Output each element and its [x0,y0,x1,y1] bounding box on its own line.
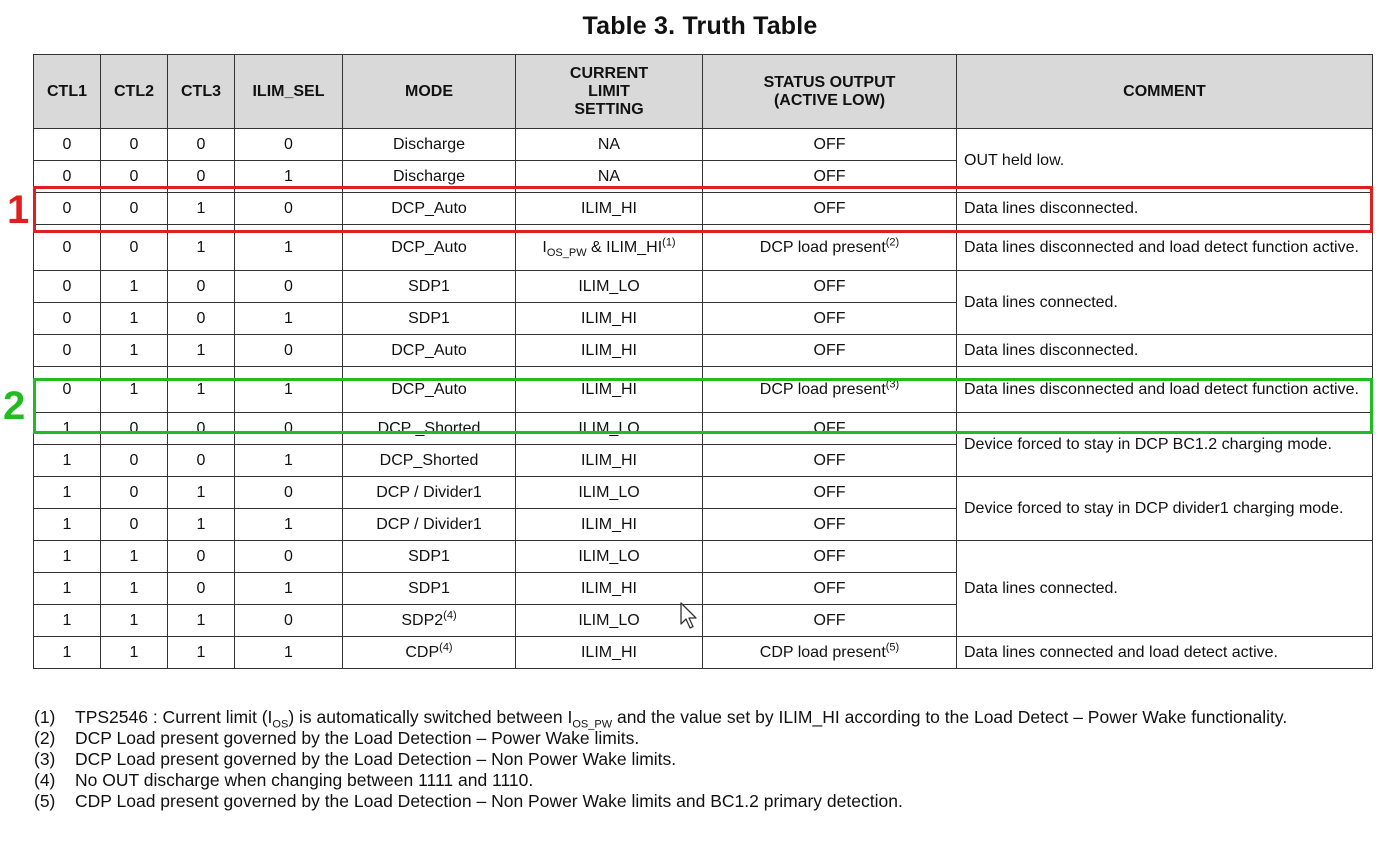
footnote [34,707,1374,731]
header-status-line: (ACTIVE LOW) [773,91,886,109]
cell-ctl3-text: 0 [196,277,206,295]
cell-ctl1-text: 0 [62,341,72,359]
mode-text: CDP [405,643,440,661]
cell-ctl1 [34,445,101,477]
cell-ctl3-text: 1 [196,341,206,359]
table-row [34,637,1373,669]
cell-ctl2-text: 1 [129,380,139,398]
cell-ctl3 [168,541,235,573]
highlight-marker-2: 2 [3,384,26,428]
cell-ctl2-text: 1 [129,611,139,629]
cell-ctl2 [101,637,168,669]
footnotes [34,707,1374,812]
cell-comment [957,477,1373,541]
cell-ctl3-text: 0 [196,419,206,437]
cell-current-limit [516,637,703,669]
cell-ctl1-text: 1 [62,643,72,661]
status-output-text: DCP load present [759,380,886,398]
cell-ctl1-text: 1 [62,611,72,629]
table-row [34,335,1373,367]
cell-ctl3-text: 0 [196,547,206,565]
cell-ctl1 [34,477,101,509]
current-limit-text: ILIM_LO [578,277,640,295]
current-limit-text: NA [597,135,621,153]
cell-current-limit [516,541,703,573]
footnote-subscript: OS_PW [572,718,613,731]
cell-ctl2 [101,605,168,637]
cell-ctl1-text: 1 [62,579,72,597]
footnote-text [75,749,1374,770]
cell-comment [957,541,1373,637]
footnote-number: (1) [34,707,56,727]
cell-ilim-sel [235,573,343,605]
cell-ilim-sel-text: 0 [284,483,293,501]
current-limit-subscript: OS_PW [546,246,587,259]
status-output-text: OFF [813,547,846,565]
status-output-text: OFF [813,611,846,629]
footnote-text [75,728,1374,749]
cell-ctl1-text: 0 [62,277,72,295]
cell-status-output [703,445,957,477]
cell-ctl3 [168,303,235,335]
cell-ilim-sel-text: 0 [284,199,293,217]
cell-ctl1 [34,573,101,605]
cell-status-output [703,509,957,541]
cell-ctl3 [168,477,235,509]
current-limit-text: ILIM_LO [578,611,640,629]
highlight-box-2 [33,378,1373,434]
comment-text: Data lines disconnected and load detect function active. [964,381,1359,398]
footnote-number: (3) [34,749,56,769]
cell-ilim-sel-text: 1 [284,643,293,661]
cell-current-limit [516,445,703,477]
cell-ctl2-text: 0 [129,483,139,501]
cell-ctl2 [101,303,168,335]
cell-ctl3 [168,509,235,541]
cell-current-limit [516,129,703,161]
footnote-number: (2) [34,728,56,748]
comment-text: Data lines connected. [964,294,1118,311]
mode-text: DCP_Shorted [379,451,479,469]
cell-ctl1-text: 0 [62,167,72,185]
footnote-text-part: ) is automatically switched between I [288,707,573,727]
cell-ilim-sel [235,445,343,477]
cell-ctl1 [34,303,101,335]
mode-text: DCP_Auto [391,341,467,359]
header-mode: MODE [343,55,516,129]
cell-ilim-sel-text: 1 [284,167,293,185]
header-current-limit-line: LIMIT [588,82,630,100]
footnote-text-part: DCP Load present governed by the Load Detection – Power Wake limits. [75,728,640,748]
cell-ilim-sel [235,541,343,573]
cell-ctl3 [168,335,235,367]
cell-mode [343,271,516,303]
header-current-limit [516,55,703,129]
cell-ctl3-text: 1 [196,611,206,629]
cell-ilim-sel-text: 0 [284,341,293,359]
footnote-text [75,770,1374,791]
footnote [34,749,1374,770]
comment-text: Data lines disconnected. [964,342,1139,359]
footnote [34,770,1374,791]
cell-ctl3-text: 1 [196,643,206,661]
cell-ctl3-text: 1 [196,483,206,501]
cell-comment [957,335,1373,367]
cell-ilim-sel [235,477,343,509]
table-row [34,477,1373,509]
cell-current-limit [516,573,703,605]
cell-ilim-sel-text: 1 [284,515,293,533]
status-output-text: DCP load present [759,238,886,256]
comment-text: Data lines disconnected. [964,200,1139,217]
cell-status-output [703,605,957,637]
cell-ctl3 [168,271,235,303]
cell-ctl1 [34,509,101,541]
cell-ctl3-text: 0 [196,309,206,327]
cell-ctl2 [101,573,168,605]
cell-ctl2-text: 0 [129,515,139,533]
cell-ctl3-text: 1 [196,238,206,256]
cell-ilim-sel-text: 1 [284,579,293,597]
cell-ctl3-text: 1 [196,199,206,217]
table-row [34,271,1373,303]
cell-ctl1 [34,335,101,367]
status-output-text: OFF [813,167,846,185]
cell-ctl2-text: 1 [129,277,139,295]
cell-current-limit [516,477,703,509]
cell-ctl3-text: 1 [196,515,206,533]
status-output-text: OFF [813,451,846,469]
comment-text: Data lines disconnected and load detect function active. [964,239,1359,256]
cell-ctl3-text: 1 [196,380,206,398]
mode-text: Discharge [392,167,466,185]
mode-footnote-ref: (4) [443,609,457,622]
cell-status-output [703,541,957,573]
cell-status-output [703,303,957,335]
table-row [34,129,1373,161]
cell-ctl2-text: 1 [129,341,139,359]
cell-ctl2 [101,129,168,161]
comment-text: Device forced to stay in DCP divider1 charging mode. [964,500,1344,517]
cell-ctl2 [101,335,168,367]
truth-table [33,54,1373,669]
highlight-box-1 [33,186,1373,233]
cell-ctl1 [34,637,101,669]
mode-text: Discharge [392,135,466,153]
footnote-text-part: TPS2546 : Current limit (I [75,707,273,727]
cell-ilim-sel-text: 0 [284,547,293,565]
cell-ctl1-text: 1 [62,483,72,501]
cell-ctl2 [101,509,168,541]
status-output-text: OFF [813,199,846,217]
status-output-text: OFF [813,483,846,501]
table-row [34,541,1373,573]
header-status-output [703,55,957,129]
mode-text: DCP / Divider1 [376,483,482,501]
cell-ctl1-text: 1 [62,419,72,437]
current-limit-text: ILIM_LO [578,547,640,565]
cell-ilim-sel [235,335,343,367]
cell-ctl1-text: 1 [62,451,72,469]
header-current-limit-line: CURRENT [569,64,649,82]
cell-ctl2-text: 0 [129,199,139,217]
current-limit-text: & ILIM_HI [586,238,663,256]
cell-ilim-sel-text: 0 [284,611,293,629]
cell-ctl3 [168,129,235,161]
cell-status-output [703,477,957,509]
cell-status-output [703,335,957,367]
cell-ilim-sel-text: 0 [284,419,293,437]
cell-ctl2-text: 0 [129,419,139,437]
mode-text: DCP / Divider1 [376,515,482,533]
footnote [34,728,1374,749]
header-ctl1: CTL1 [34,55,101,129]
current-limit-text: ILIM_LO [578,419,640,437]
footnote-text-part: DCP Load present governed by the Load Detection – Non Power Wake limits. [75,749,677,769]
cell-ctl2-text: 1 [129,547,139,565]
mode-text: SDP1 [408,277,450,295]
cell-ctl3-text: 0 [196,135,206,153]
cell-mode [343,129,516,161]
highlight-marker-1: 1 [7,188,30,232]
cell-ctl1-text: 1 [62,515,72,533]
comment-text: OUT held low. [964,152,1065,169]
cell-mode [343,605,516,637]
current-limit-text: ILIM_HI [580,643,637,661]
cell-ctl2-text: 0 [129,451,139,469]
status-output-text: OFF [813,277,846,295]
cell-ctl1 [34,271,101,303]
cell-ctl2 [101,477,168,509]
current-limit-text: ILIM_LO [578,483,640,501]
current-limit-text: NA [597,167,621,185]
cell-ctl3-text: 0 [196,451,206,469]
header-comment: COMMENT [957,55,1373,129]
cell-ctl3 [168,445,235,477]
cell-ctl3-text: 0 [196,167,206,185]
table-header-row [34,55,1373,129]
cell-ctl1 [34,541,101,573]
status-output-footnote-ref: (3) [885,378,900,391]
status-output-text: OFF [813,579,846,597]
cell-mode [343,303,516,335]
current-limit-footnote-ref: (1) [662,236,676,249]
cell-ilim-sel [235,271,343,303]
cell-current-limit [516,303,703,335]
cell-ctl2 [101,271,168,303]
mode-text: SDP1 [408,547,450,565]
header-current-limit-line: SETTING [574,100,644,118]
footnote-text [75,707,1374,731]
current-limit-text: ILIM_HI [580,380,637,398]
comment-text: Device forced to stay in DCP BC1.2 charging mode. [964,436,1332,453]
cell-ctl2-text: 1 [129,643,139,661]
cell-comment [957,271,1373,335]
mode-text: DCP _Shorted [377,419,481,437]
cell-mode [343,541,516,573]
cell-current-limit [516,509,703,541]
cell-ctl2-text: 1 [129,579,139,597]
current-limit-text: ILIM_HI [580,579,637,597]
cell-current-limit [516,335,703,367]
status-output-text: OFF [813,341,846,359]
status-output-text: OFF [813,515,846,533]
cell-status-output [703,129,957,161]
footnote-number: (4) [34,770,56,790]
cell-ctl1-text: 0 [62,238,72,256]
current-limit-text: ILIM_HI [580,341,637,359]
mode-text: SDP1 [408,309,450,327]
mode-footnote-ref: (4) [439,641,453,654]
footnote-text-part: No OUT discharge when changing between 1111 and 1110. [75,770,534,790]
comment-text: Data lines connected and load detect active. [964,644,1278,661]
table-title: Table 3. Truth Table [582,12,818,40]
mode-text: DCP_Auto [391,199,467,217]
cell-ilim-sel [235,605,343,637]
cell-comment [957,637,1373,669]
cell-status-output [703,573,957,605]
header-status-line: STATUS OUTPUT [763,73,896,91]
status-output-text: CDP load present [759,643,886,661]
mode-text: SDP2 [401,611,444,629]
cell-ctl2-text: 0 [129,167,139,185]
status-output-text: OFF [813,309,846,327]
header-ctl2: CTL2 [101,55,168,129]
cell-comment [957,129,1373,193]
cell-ctl1-text: 0 [62,309,72,327]
cell-ctl2 [101,541,168,573]
status-output-text: OFF [813,419,846,437]
cell-ctl2-text: 0 [129,238,139,256]
cell-ctl1 [34,129,101,161]
cell-mode [343,335,516,367]
cell-status-output [703,271,957,303]
cell-ctl1 [34,605,101,637]
cell-mode [343,445,516,477]
cell-ilim-sel-text: 0 [284,277,293,295]
cell-ctl3-text: 0 [196,579,206,597]
footnote-number: (5) [34,791,56,811]
current-limit-text: I [542,238,547,256]
cell-ctl2 [101,445,168,477]
cell-ilim-sel [235,129,343,161]
cell-mode [343,477,516,509]
cell-ilim-sel-text: 1 [284,451,293,469]
cell-ilim-sel [235,637,343,669]
cell-ctl1-text: 0 [62,380,72,398]
cell-ilim-sel-text: 1 [284,238,293,256]
status-output-text: OFF [813,135,846,153]
mode-text: SDP1 [408,579,450,597]
mode-text: DCP_Auto [391,380,467,398]
cell-ctl2-text: 1 [129,309,139,327]
footnote-text-part: CDP Load present governed by the Load Detection – Non Power Wake limits and BC1.2 primary detection. [75,791,903,811]
cell-mode [343,637,516,669]
footnote [34,791,1374,812]
cell-ctl3 [168,573,235,605]
cell-ilim-sel [235,303,343,335]
cell-ilim-sel-text: 1 [284,380,293,398]
comment-text: Data lines connected. [964,580,1118,597]
cell-ctl1-text: 1 [62,547,72,565]
cell-ctl3 [168,637,235,669]
cell-mode [343,573,516,605]
footnote-subscript: OS [272,718,289,731]
current-limit-text: ILIM_HI [580,199,637,217]
status-output-footnote-ref: (5) [885,641,900,654]
cell-ctl3 [168,605,235,637]
cell-ilim-sel-text: 1 [284,309,293,327]
cell-ilim-sel [235,509,343,541]
cell-current-limit [516,271,703,303]
status-output-footnote-ref: (2) [885,236,900,249]
cell-ctl1-text: 0 [62,135,72,153]
current-limit-text: ILIM_HI [580,515,637,533]
footnote-text [75,791,1374,812]
mouse-cursor-icon [679,602,701,632]
cell-ctl1-text: 0 [62,199,72,217]
footnote-text-part: and the value set by ILIM_HI according to the Load Detect – Power Wake functionality. [612,707,1288,727]
mode-text: DCP_Auto [391,238,467,256]
cell-mode [343,509,516,541]
header-ilim-sel: ILIM_SEL [235,55,343,129]
current-limit-text: ILIM_HI [580,309,637,327]
cell-ilim-sel-text: 0 [284,135,293,153]
header-ctl3: CTL3 [168,55,235,129]
cell-current-limit [516,605,703,637]
cell-ctl2-text: 0 [129,135,139,153]
current-limit-text: ILIM_HI [580,451,637,469]
cell-status-output [703,637,957,669]
